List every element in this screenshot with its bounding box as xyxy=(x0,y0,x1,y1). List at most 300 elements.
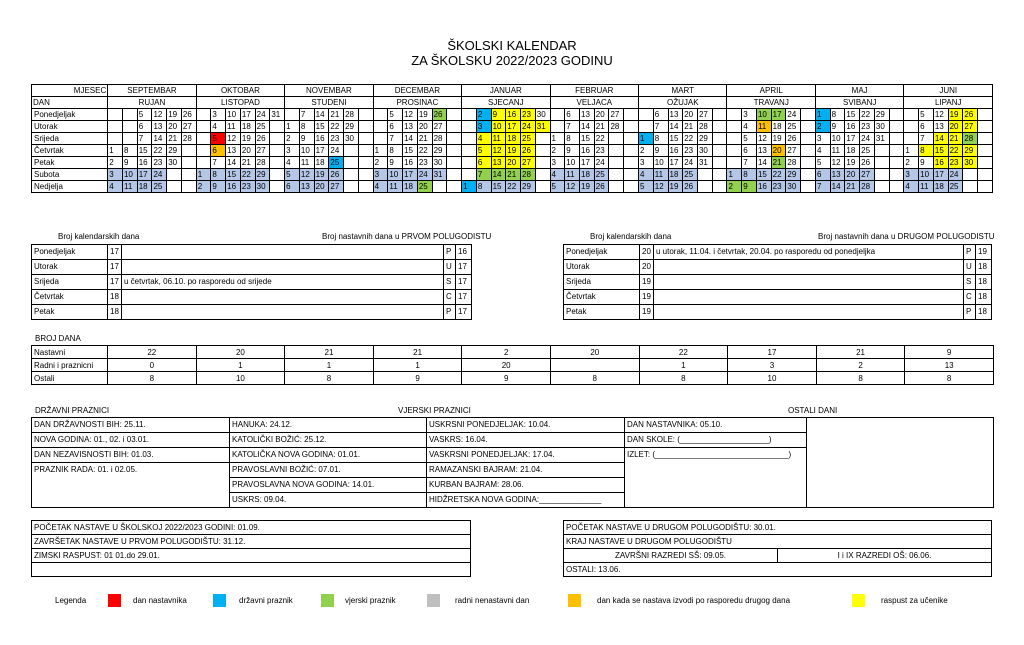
term-note xyxy=(122,305,444,320)
date-cell: 21 xyxy=(771,157,786,169)
date-cell: 9 xyxy=(299,133,314,145)
date-cell xyxy=(270,169,285,181)
date-cell xyxy=(639,109,654,121)
date-cell xyxy=(624,133,639,145)
calendar-row xyxy=(32,133,993,145)
date-cell: 17 xyxy=(771,109,786,121)
date-cell: 23 xyxy=(860,121,875,133)
date-cell xyxy=(196,109,211,121)
date-cell: 1 xyxy=(904,145,919,157)
broj-dana-value: 3 xyxy=(728,359,817,372)
date-cell xyxy=(978,181,993,193)
broj-dana-value: 21 xyxy=(373,346,462,359)
schedule-left-item: POČETAK NASTAVE U ŠKOLSKOJ 2022/2023 GODINI: 01.09. xyxy=(32,521,471,535)
date-cell xyxy=(462,121,477,133)
first_term-row xyxy=(32,245,472,260)
date-cell: 5 xyxy=(550,181,565,193)
date-cell: 22 xyxy=(329,121,344,133)
broj-dana-value: 9 xyxy=(905,346,994,359)
date-cell: 16 xyxy=(756,181,771,193)
date-cell: 7 xyxy=(388,133,403,145)
date-cell xyxy=(712,145,727,157)
date-cell: 7 xyxy=(565,121,580,133)
date-cell: 28 xyxy=(432,133,447,145)
date-cell xyxy=(358,133,373,145)
date-cell xyxy=(358,157,373,169)
date-cell: 7 xyxy=(299,109,314,121)
date-cell: 14 xyxy=(314,109,329,121)
corner-day: DAN xyxy=(32,97,108,109)
date-cell xyxy=(801,181,816,193)
date-cell xyxy=(801,169,816,181)
date-cell: 5 xyxy=(211,133,226,145)
broj-dana-value: 22 xyxy=(639,346,728,359)
date-cell: 30 xyxy=(874,121,889,133)
date-cell: 21 xyxy=(845,181,860,193)
date-cell xyxy=(697,181,712,193)
date-cell xyxy=(535,169,550,181)
date-cell: 31 xyxy=(535,121,550,133)
corner-month: MJESEC xyxy=(32,85,108,97)
date-cell: 29 xyxy=(697,133,712,145)
date-cell xyxy=(889,121,904,133)
date-cell xyxy=(727,133,742,145)
date-cell: 27 xyxy=(609,109,624,121)
date-cell: 17 xyxy=(668,157,683,169)
date-cell: 13 xyxy=(668,109,683,121)
date-cell: 6 xyxy=(388,121,403,133)
date-cell: 18 xyxy=(933,181,948,193)
term-teach: 17 xyxy=(456,290,472,305)
date-cell: 17 xyxy=(137,169,152,181)
date-cell: 24 xyxy=(683,157,698,169)
date-cell: 21 xyxy=(329,109,344,121)
date-cell: 22 xyxy=(771,169,786,181)
date-cell: 6 xyxy=(137,121,152,133)
date-cell xyxy=(447,181,462,193)
date-cell: 4 xyxy=(476,133,491,145)
date-cell: 28 xyxy=(860,181,875,193)
date-cell: 12 xyxy=(226,133,241,145)
date-cell: 15 xyxy=(668,133,683,145)
term-teach: 18 xyxy=(976,260,992,275)
other-extra xyxy=(807,463,994,478)
date-cell: 9 xyxy=(919,157,934,169)
date-cell: 29 xyxy=(344,121,359,133)
date-cell: 5 xyxy=(137,109,152,121)
legend-swatch xyxy=(852,594,865,607)
date-cell: 1 xyxy=(550,133,565,145)
date-cell xyxy=(447,145,462,157)
religious-holiday-b: RAMAZANSKI BAJRAM: 21.04. xyxy=(427,463,625,478)
date-cell: 1 xyxy=(462,181,477,193)
month-alt-name: PROSINAC xyxy=(373,97,461,109)
term-note xyxy=(122,245,444,260)
date-cell: 24 xyxy=(521,121,536,133)
date-cell xyxy=(727,121,742,133)
date-cell: 8 xyxy=(211,169,226,181)
date-cell: 27 xyxy=(255,145,270,157)
date-cell: 31 xyxy=(270,109,285,121)
date-cell xyxy=(550,121,565,133)
date-cell: 17 xyxy=(314,145,329,157)
date-cell: 11 xyxy=(491,133,506,145)
term-letter: P xyxy=(444,305,456,320)
schedule-right-row xyxy=(564,521,992,535)
date-cell: 29 xyxy=(874,109,889,121)
term-day: Ponedjeljak xyxy=(564,245,640,260)
broj-dana-value: 8 xyxy=(816,372,905,385)
date-cell: 8 xyxy=(653,133,668,145)
date-cell: 5 xyxy=(476,145,491,157)
date-cell: 4 xyxy=(639,169,654,181)
religious-holiday-b: HIDŽRETSKA NOVA GODINA:______________ xyxy=(427,493,625,508)
date-cell xyxy=(624,145,639,157)
term-day: Četvrtak xyxy=(564,290,640,305)
schedule-left-table xyxy=(31,520,471,577)
date-cell: 6 xyxy=(919,121,934,133)
date-cell: 18 xyxy=(403,181,418,193)
date-cell: 30 xyxy=(963,157,978,169)
date-cell: 30 xyxy=(432,157,447,169)
legend-label: dan kada se nastava izvodi po rasporedu drugog dana xyxy=(597,596,791,605)
final-ss: ZAVRŠNI RAZREDI SŠ: 09.05. xyxy=(564,549,778,563)
religious-holiday-a: KATOLIČKA NOVA GODINA: 01.01. xyxy=(230,448,427,463)
date-cell: 7 xyxy=(653,121,668,133)
date-cell xyxy=(697,169,712,181)
term-letter: C xyxy=(964,290,976,305)
month-name: JUNI xyxy=(904,85,993,97)
month-alt-row xyxy=(32,97,993,109)
day-label: Utorak xyxy=(32,121,108,133)
date-cell: 14 xyxy=(933,133,948,145)
month-alt-name: RUJAN xyxy=(108,97,196,109)
date-cell: 27 xyxy=(860,169,875,181)
date-cell: 31 xyxy=(697,157,712,169)
date-cell: 29 xyxy=(255,169,270,181)
holidays-table xyxy=(31,417,994,508)
month-name: MAJ xyxy=(815,85,903,97)
legend-label: državni praznik xyxy=(239,596,293,605)
date-cell: 7 xyxy=(137,133,152,145)
date-cell: 3 xyxy=(550,157,565,169)
date-cell: 26 xyxy=(432,109,447,121)
legend-label: radni nenastavni dan xyxy=(455,596,530,605)
date-cell: 8 xyxy=(565,133,580,145)
date-cell: 23 xyxy=(521,109,536,121)
month-name: DECEMBAR xyxy=(373,85,461,97)
broj-dana-value: 8 xyxy=(550,372,639,385)
date-cell: 19 xyxy=(417,109,432,121)
month-alt-name: LIPANJ xyxy=(904,97,993,109)
month-name: JANUAR xyxy=(462,85,550,97)
legend-swatch xyxy=(321,594,334,607)
date-cell: 19 xyxy=(240,133,255,145)
date-cell xyxy=(609,133,624,145)
date-cell: 17 xyxy=(580,157,595,169)
date-cell: 7 xyxy=(815,181,830,193)
date-cell: 10 xyxy=(653,157,668,169)
date-cell: 2 xyxy=(196,181,211,193)
date-cell xyxy=(344,181,359,193)
state-holidays-title: DRŽAVNI PRAZNICI xyxy=(35,406,110,415)
term-note xyxy=(654,275,964,290)
date-cell: 11 xyxy=(919,181,934,193)
state-holiday: DAN DRŽAVNOSTI BIH: 25.11. xyxy=(32,418,230,433)
term-letter: U xyxy=(964,260,976,275)
term2-end: KRAJ NASTAVE U DRUGOM POLUGODIŠTU xyxy=(564,535,992,549)
legend xyxy=(55,594,985,608)
term-note xyxy=(654,260,964,275)
date-cell: 22 xyxy=(506,181,521,193)
date-cell: 14 xyxy=(226,157,241,169)
date-cell: 13 xyxy=(299,181,314,193)
date-cell: 21 xyxy=(594,121,609,133)
date-cell: 27 xyxy=(963,121,978,133)
day-label: Srijeda xyxy=(32,133,108,145)
other-day xyxy=(625,478,807,493)
date-cell: 6 xyxy=(211,145,226,157)
date-cell xyxy=(874,145,889,157)
legend-title: Legenda xyxy=(55,596,87,605)
date-cell: 30 xyxy=(697,145,712,157)
date-cell: 15 xyxy=(580,133,595,145)
term-letter: P xyxy=(964,245,976,260)
date-cell xyxy=(874,169,889,181)
date-cell xyxy=(889,145,904,157)
date-cell xyxy=(270,157,285,169)
date-cell xyxy=(609,145,624,157)
second_term-row xyxy=(564,245,992,260)
date-cell: 26 xyxy=(683,181,698,193)
religious-holiday-b: KURBAN BAJRAM: 28.06. xyxy=(427,478,625,493)
date-cell: 11 xyxy=(756,121,771,133)
date-cell xyxy=(373,121,388,133)
date-cell: 17 xyxy=(845,133,860,145)
date-cell: 25 xyxy=(255,121,270,133)
other-extra xyxy=(807,448,994,463)
date-cell: 13 xyxy=(756,145,771,157)
document-title xyxy=(0,38,1024,68)
date-cell: 11 xyxy=(653,169,668,181)
date-cell xyxy=(122,121,137,133)
religious-holiday-a: PRAVOSLAVNI BOŽIĆ: 07.01. xyxy=(230,463,427,478)
date-cell: 28 xyxy=(963,133,978,145)
date-cell: 10 xyxy=(226,109,241,121)
date-cell: 2 xyxy=(904,157,919,169)
date-cell: 25 xyxy=(152,181,167,193)
date-cell: 12 xyxy=(565,181,580,193)
date-cell: 5 xyxy=(919,109,934,121)
date-cell: 27 xyxy=(521,157,536,169)
date-cell xyxy=(801,145,816,157)
date-cell: 4 xyxy=(108,181,123,193)
date-cell xyxy=(609,157,624,169)
date-cell: 2 xyxy=(550,145,565,157)
month-name: APRIL xyxy=(727,85,815,97)
month-name: SEPTEMBAR xyxy=(108,85,196,97)
date-cell: 26 xyxy=(963,109,978,121)
term-letter: P xyxy=(964,305,976,320)
date-cell: 18 xyxy=(580,169,595,181)
date-cell: 16 xyxy=(137,157,152,169)
state-holiday xyxy=(32,478,230,493)
date-cell: 23 xyxy=(152,157,167,169)
date-cell: 10 xyxy=(388,169,403,181)
date-cell: 14 xyxy=(580,121,595,133)
date-cell: 9 xyxy=(388,157,403,169)
date-cell: 15 xyxy=(933,145,948,157)
month-alt-name: SVIBANJ xyxy=(815,97,903,109)
date-cell xyxy=(181,157,196,169)
date-cell: 23 xyxy=(329,133,344,145)
date-cell: 11 xyxy=(226,121,241,133)
date-cell: 25 xyxy=(521,133,536,145)
date-cell xyxy=(122,109,137,121)
date-cell: 4 xyxy=(904,181,919,193)
date-cell: 20 xyxy=(594,109,609,121)
date-cell: 20 xyxy=(683,109,698,121)
date-cell: 7 xyxy=(742,157,757,169)
date-cell xyxy=(196,145,211,157)
broj-dana-value: 22 xyxy=(108,346,197,359)
term-note xyxy=(654,290,964,305)
date-cell: 27 xyxy=(329,181,344,193)
date-cell xyxy=(624,181,639,193)
date-cell: 28 xyxy=(255,157,270,169)
broj-dana-value: 8 xyxy=(905,372,994,385)
date-cell: 12 xyxy=(491,145,506,157)
date-cell: 8 xyxy=(919,145,934,157)
schedule-left-item: ZAVRŠETAK NASTAVE U PRVOM POLUGODIŠTU: 31.12. xyxy=(32,535,471,549)
date-cell xyxy=(462,109,477,121)
first_term-row xyxy=(32,305,472,320)
broj-dana-value: 8 xyxy=(108,372,197,385)
date-cell: 18 xyxy=(240,121,255,133)
date-cell xyxy=(978,145,993,157)
date-cell: 23 xyxy=(594,145,609,157)
date-cell: 8 xyxy=(299,121,314,133)
date-cell: 20 xyxy=(506,157,521,169)
date-cell: 3 xyxy=(815,133,830,145)
date-cell: 11 xyxy=(388,181,403,193)
date-cell: 10 xyxy=(830,133,845,145)
date-cell: 27 xyxy=(181,121,196,133)
date-cell xyxy=(108,109,123,121)
month-alt-name: STUDENI xyxy=(285,97,373,109)
date-cell: 5 xyxy=(639,181,654,193)
date-cell: 15 xyxy=(845,109,860,121)
date-cell xyxy=(108,133,123,145)
date-cell xyxy=(447,109,462,121)
term-day: Četvrtak xyxy=(32,290,108,305)
date-cell: 20 xyxy=(771,145,786,157)
date-cell: 7 xyxy=(211,157,226,169)
holidays-row xyxy=(32,493,994,508)
date-cell xyxy=(432,181,447,193)
month-alt-name: TRAVANJ xyxy=(727,97,815,109)
month-name: MART xyxy=(639,85,727,97)
date-cell: 25 xyxy=(683,169,698,181)
date-cell: 23 xyxy=(240,181,255,193)
date-cell: 28 xyxy=(181,133,196,145)
date-cell: 17 xyxy=(240,109,255,121)
date-cell: 18 xyxy=(668,169,683,181)
date-cell xyxy=(978,157,993,169)
date-cell: 24 xyxy=(860,133,875,145)
day-label: Nedjelja xyxy=(32,181,108,193)
term-note: u utorak, 11.04. i četvrtak, 20.04. po rasporedu od ponedjeljka xyxy=(654,245,964,260)
month-name: OKTOBAR xyxy=(196,85,284,97)
date-cell: 9 xyxy=(491,109,506,121)
calendar-row xyxy=(32,121,993,133)
date-cell xyxy=(462,169,477,181)
term-count: 19 xyxy=(640,305,654,320)
legend-swatch xyxy=(427,594,440,607)
other-extra xyxy=(807,493,994,508)
date-cell xyxy=(609,169,624,181)
final-os: I i IX RAZREDI OŠ: 06.06. xyxy=(778,549,992,563)
date-cell: 18 xyxy=(771,121,786,133)
date-cell xyxy=(963,181,978,193)
date-cell: 19 xyxy=(771,133,786,145)
state-holiday: PRAZNIK RADA: 01. i 02.05. xyxy=(32,463,230,478)
religious-holiday-a: KATOLIČKI BOŽIĆ: 25.12. xyxy=(230,433,427,448)
state-holiday: NOVA GODINA: 01., 02. i 03.01. xyxy=(32,433,230,448)
date-cell: 31 xyxy=(432,169,447,181)
term-teach: 17 xyxy=(456,275,472,290)
schedule-right-row xyxy=(564,549,992,563)
date-cell: 9 xyxy=(565,145,580,157)
date-cell: 19 xyxy=(845,157,860,169)
religious-holiday-b: VASKRS: 16.04. xyxy=(427,433,625,448)
date-cell: 25 xyxy=(594,169,609,181)
date-cell xyxy=(712,109,727,121)
date-cell: 24 xyxy=(786,109,801,121)
term-letter: S xyxy=(964,275,976,290)
date-cell: 18 xyxy=(314,157,329,169)
month-name: FEBRUAR xyxy=(550,85,638,97)
broj-dana-value: 9 xyxy=(462,372,551,385)
date-cell xyxy=(535,181,550,193)
second-term-table xyxy=(563,244,992,320)
date-cell xyxy=(624,109,639,121)
date-cell: 22 xyxy=(948,145,963,157)
date-cell: 4 xyxy=(211,121,226,133)
date-cell: 15 xyxy=(226,169,241,181)
date-cell: 3 xyxy=(373,169,388,181)
date-cell xyxy=(889,157,904,169)
date-cell: 25 xyxy=(329,157,344,169)
broj-dana-value: 13 xyxy=(905,359,994,372)
term-count: 18 xyxy=(108,290,122,305)
term-count: 19 xyxy=(640,275,654,290)
date-cell: 25 xyxy=(948,181,963,193)
schedule-left-row xyxy=(32,535,471,549)
date-cell: 15 xyxy=(491,181,506,193)
date-cell xyxy=(801,133,816,145)
date-cell: 7 xyxy=(919,133,934,145)
second_term-row xyxy=(564,290,992,305)
date-cell xyxy=(874,157,889,169)
term-day: Utorak xyxy=(32,260,108,275)
date-cell: 11 xyxy=(299,157,314,169)
date-cell: 17 xyxy=(506,121,521,133)
date-cell: 5 xyxy=(742,133,757,145)
date-cell: 20 xyxy=(314,181,329,193)
date-cell: 16 xyxy=(403,157,418,169)
date-cell xyxy=(535,157,550,169)
